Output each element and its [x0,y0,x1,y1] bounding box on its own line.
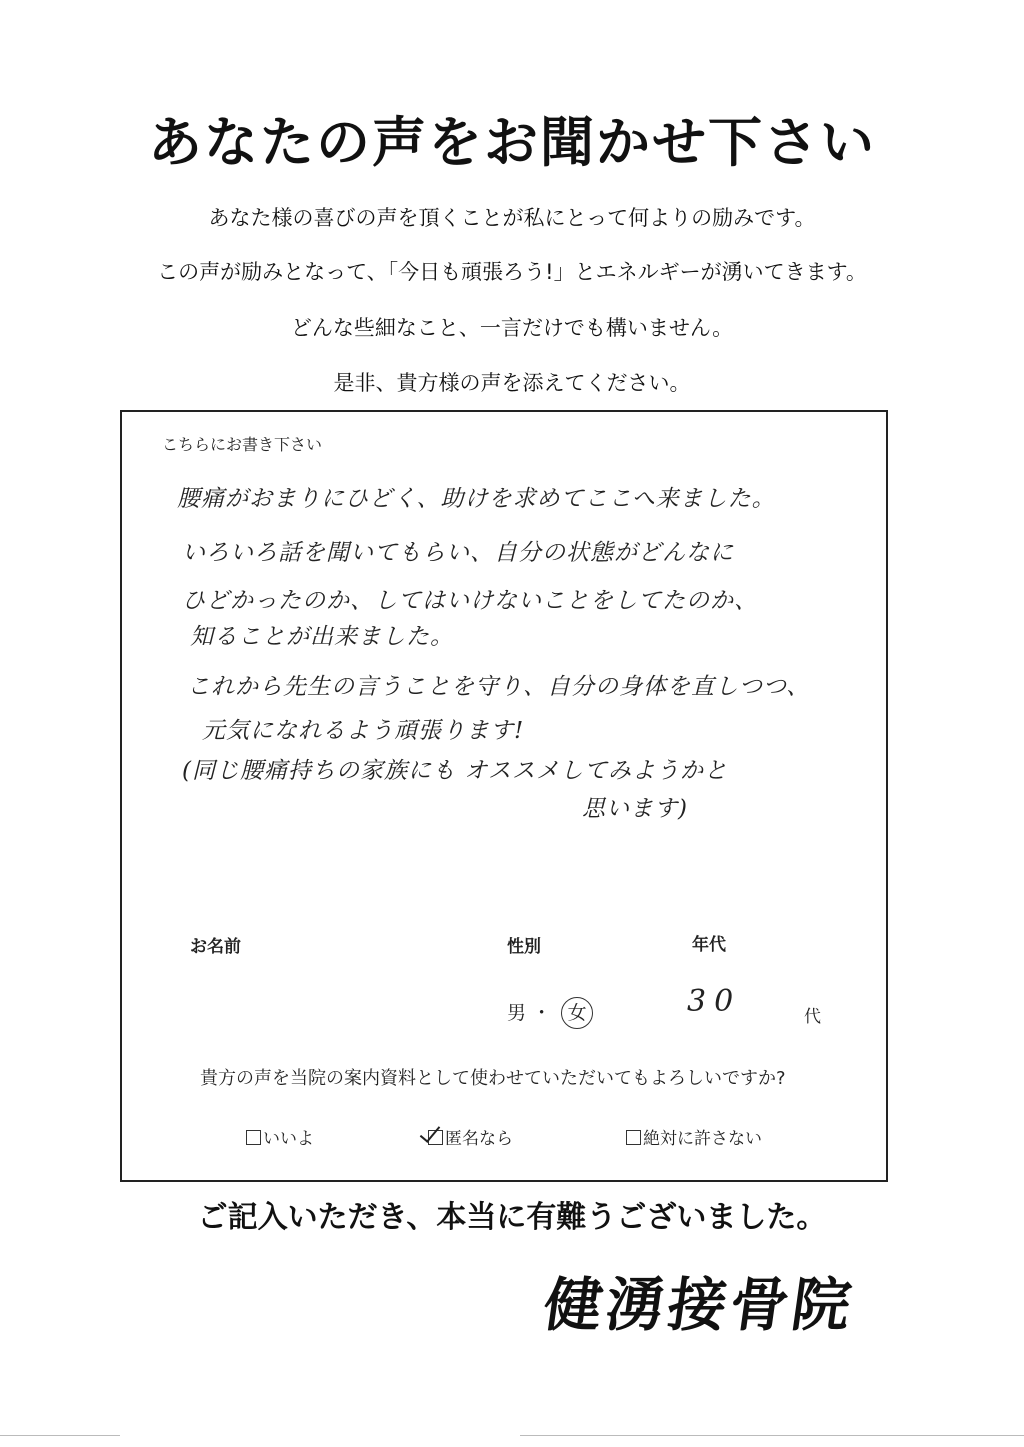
name-label: お名前 [190,937,241,957]
intro-line-2: この声が励みとなって、「今日も頑張ろう!」とエネルギーが湧いてきます。 [157,260,867,284]
gender-label: 性別 [507,937,541,957]
handwritten-line-2: いろいろ話を聞いてもらい、自分の状態がどんなに [182,540,734,566]
handwritten-line-4: 知ることが出来ました。 [190,624,454,650]
age-value: 30 [687,984,742,1019]
handwritten-line-8: 思います) [582,796,688,822]
handwritten-line-6: 元気になれるよう頑張ります! [202,718,525,744]
consent-option-ok [246,1124,314,1149]
gender-options [507,997,593,1029]
checkbox-anonymous[interactable] [428,1130,443,1145]
checkbox-refuse[interactable] [626,1130,641,1145]
consent-option-refuse-label: 絶対に許さない [643,1129,762,1149]
scan-rule-left [0,1435,120,1436]
page-title: あなたの声をお聞かせ下さい [148,110,876,174]
age-label: 年代 [692,935,726,955]
scan-rule-right [520,1435,1024,1436]
checkbox-ok[interactable] [246,1130,261,1145]
gender-female-circled: 女 [561,997,593,1029]
thanks-message: ご記入いただき、本当に有難うございました。 [197,1200,827,1235]
consent-option-anonymous-label: 匿名なら [445,1129,513,1149]
clinic-name-logo: 健湧接骨院 [539,1271,860,1339]
box-label: こちらにお書き下さい [162,435,323,454]
handwritten-line-1: 腰痛がおまりにひどく、助けを求めてここへ来ました。 [177,486,776,512]
intro-line-3: どんな些細なこと、一言だけでも構いません。 [290,316,734,340]
comment-form-box [120,410,888,1182]
gender-male: 男 [507,1002,527,1024]
handwritten-line-7: (同じ腰痛持ちの家族にも オススメしてみようかと [182,758,729,784]
intro-line-1: あなた様の喜びの声を頂くことが私にとって何よりの励みです。 [208,206,816,230]
consent-option-anonymous [428,1124,513,1149]
age-suffix: 代 [804,1007,821,1027]
gender-separator: ・ [532,1002,552,1024]
handwritten-line-3: ひどかったのか、してはいけないことをしてたのか、 [182,588,758,614]
intro-line-4: 是非、貴方様の声を添えてください。 [333,371,691,395]
consent-option-refuse [626,1124,762,1149]
handwritten-line-5: これから先生の言うことを守り、自分の身体を直しつつ、 [187,674,811,700]
consent-option-ok-label: いいよ [263,1129,314,1149]
consent-question: 貴方の声を当院の案内資料として使わせていただいてもよろしいですか? [200,1068,786,1089]
